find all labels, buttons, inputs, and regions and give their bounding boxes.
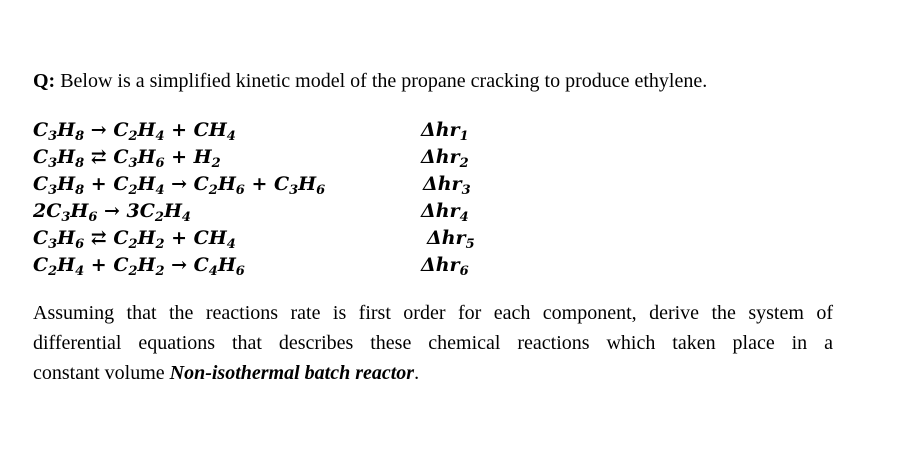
paragraph-line-3-end: . (414, 362, 420, 384)
reaction-list (33, 117, 553, 279)
formula-subscript: 2 (128, 183, 138, 198)
formula-subscript: 2 (128, 129, 138, 144)
formula-subscript: 4 (155, 129, 165, 144)
enthalpy-symbol: Δhr (423, 173, 462, 195)
formula-subscript: 2 (211, 156, 221, 171)
formula-subscript: 3 (48, 129, 58, 144)
formula-text: H (217, 173, 236, 195)
formula-subscript: 2 (155, 237, 165, 252)
formula-text: ⇄ C (84, 227, 129, 249)
enthalpy-index: 1 (459, 129, 469, 144)
formula-text: H (137, 119, 156, 141)
formula-text: H (57, 254, 76, 276)
formula-text: C (33, 254, 49, 276)
formula-subscript: 2 (128, 237, 138, 252)
formula-text: H (70, 200, 89, 222)
enthalpy-symbol: Δhr (421, 254, 460, 276)
enthalpy-symbol: Δhr (421, 146, 460, 168)
reaction-equation (33, 252, 245, 279)
formula-subscript: 2 (155, 264, 165, 279)
instruction-paragraph (33, 298, 833, 388)
reaction-row (33, 171, 553, 198)
formula-text: H (137, 146, 156, 168)
reaction-row (33, 252, 553, 279)
formula-text: + CH (164, 227, 227, 249)
formula-subscript: 6 (75, 237, 85, 252)
enthalpy-index: 5 (465, 237, 475, 252)
formula-subscript: 3 (61, 210, 71, 225)
formula-text: C (33, 173, 49, 195)
reaction-enthalpy (427, 225, 475, 252)
formula-subscript: 8 (75, 156, 85, 171)
reaction-equation (33, 144, 221, 171)
reaction-equation (33, 117, 236, 144)
paragraph-line-3-start: constant volume (33, 362, 170, 384)
formula-text: + CH (164, 119, 227, 141)
formula-subscript: 6 (316, 183, 326, 198)
formula-text: H (137, 227, 156, 249)
reaction-row (33, 198, 553, 225)
paragraph-line-1: Assuming that the reactions rate is first order for each component, derive the system of (33, 302, 833, 324)
formula-subscript: 6 (235, 264, 245, 279)
formula-text: ⇄ C (84, 146, 129, 168)
formula-text: 2C (33, 200, 62, 222)
formula-subscript: 6 (88, 210, 98, 225)
formula-subscript: 8 (75, 129, 85, 144)
reaction-equation (33, 225, 236, 252)
enthalpy-symbol: Δhr (421, 200, 460, 222)
question-label: Q: (33, 70, 56, 92)
enthalpy-index: 6 (459, 264, 469, 279)
paragraph-line-2: differential equations that describes these chemical reactions which taken place in a (33, 332, 833, 354)
reaction-equation (33, 198, 191, 225)
enthalpy-symbol: Δhr (421, 119, 460, 141)
enthalpy-index: 2 (459, 156, 469, 171)
reaction-row (33, 144, 553, 171)
formula-text: C (33, 227, 49, 249)
formula-subscript: 2 (48, 264, 58, 279)
reaction-row (33, 225, 553, 252)
formula-text: H (57, 146, 76, 168)
formula-text: C (33, 119, 49, 141)
formula-text: H (298, 173, 317, 195)
formula-subscript: 3 (128, 156, 138, 171)
formula-subscript: 4 (75, 264, 85, 279)
formula-subscript: 4 (155, 183, 165, 198)
formula-text: H (137, 173, 156, 195)
reaction-row (33, 117, 553, 144)
formula-text: → C (164, 254, 209, 276)
formula-subscript: 4 (226, 129, 236, 144)
formula-subscript: 6 (235, 183, 245, 198)
formula-text: + C (84, 173, 129, 195)
formula-subscript: 8 (75, 183, 85, 198)
formula-subscript: 3 (48, 183, 58, 198)
enthalpy-symbol: Δhr (427, 227, 466, 249)
formula-text: + C (244, 173, 290, 195)
question-text: Below is a simplified kinetic model of the propane cracking to produce ethylene. (55, 70, 708, 92)
formula-subscript: 2 (154, 210, 164, 225)
formula-text: → C (84, 119, 129, 141)
formula-subscript: 4 (208, 264, 218, 279)
question-statement (33, 69, 873, 93)
reactor-type-emphasis: Non-isothermal batch reactor (169, 362, 415, 384)
formula-text: C (33, 146, 49, 168)
paragraph-line-3 (33, 358, 833, 388)
formula-subscript: 3 (289, 183, 299, 198)
formula-text: + C (84, 254, 129, 276)
formula-text: H (217, 254, 236, 276)
formula-text: H (57, 173, 76, 195)
formula-subscript: 2 (128, 264, 138, 279)
formula-text: + H (164, 146, 212, 168)
formula-text: H (57, 119, 76, 141)
formula-subscript: 4 (181, 210, 191, 225)
formula-text: → 3C (97, 200, 155, 222)
enthalpy-index: 4 (459, 210, 469, 225)
formula-subscript: 4 (226, 237, 236, 252)
formula-subscript: 6 (155, 156, 165, 171)
reaction-enthalpy (423, 171, 471, 198)
formula-text: H (57, 227, 76, 249)
enthalpy-index: 3 (461, 183, 471, 198)
reaction-equation (33, 171, 325, 198)
formula-subscript: 3 (48, 237, 58, 252)
reaction-enthalpy (421, 252, 469, 279)
reaction-enthalpy (421, 198, 469, 225)
reaction-enthalpy (421, 144, 469, 171)
formula-subscript: 2 (208, 183, 218, 198)
formula-subscript: 3 (48, 156, 58, 171)
formula-text: H (163, 200, 182, 222)
formula-text: H (137, 254, 156, 276)
reaction-enthalpy (421, 117, 469, 144)
formula-text: → C (164, 173, 209, 195)
